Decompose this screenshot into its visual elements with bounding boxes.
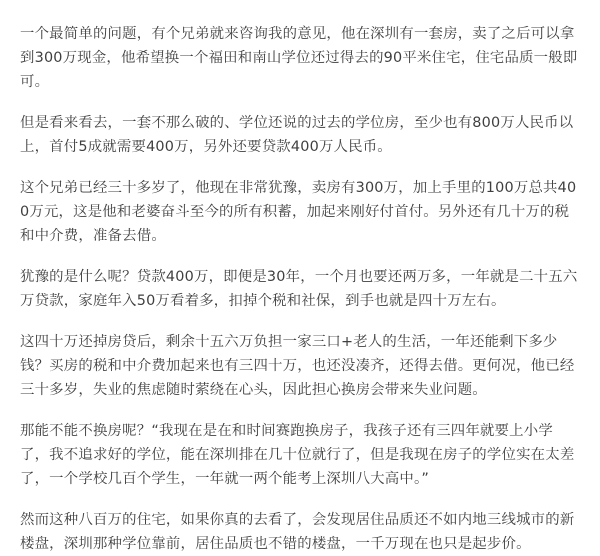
- paragraph-1: 一个最简单的问题，有个兄弟就来咨询我的意见，他在深圳有一套房，卖了之后可以拿到300万现金，他希望换一个福田和南山学位还过得去的90平米住宅，住宅品质一般即可。: [20, 26, 578, 90]
- paragraph-6: 那能不能不换房呢？“我现在是在和时间赛跑换房子，我孩子还有三四年就要上小学了，我不追求好的学位，能在深圳排在几十位就行了，但是我现在房子的学位实在太差了，一个学校几百个学生，一年就一两个能考上深圳八大高中。”: [20, 423, 575, 487]
- paragraph-7: 然而这种八百万的住宅，如果你真的去看了，会发现居住品质还不如内地三线城市的新楼盘，深圳那种学位靠前，居住品质也不错的楼盘，一千万现在也只是起步价。: [20, 512, 575, 552]
- paragraph-5: 这四十万还掉房贷后，剩余十五六万负担一家三口+老人的生活，一年还能剩下多少钱？买房的税和中介费加起来也有三四十万，也还没凑齐，还得去借。更何况，他已经三十多岁，失业的焦虑随时萦绕在心头，因此担心换房会带来失业问题。: [20, 334, 575, 398]
- paragraph-2: 但是看来看去，一套不那么破的、学位还说的过去的学位房，至少也有800万人民币以上，首付5成就需要400万，另外还要贷款400万人民币。: [20, 115, 574, 155]
- paragraph-4: 犹豫的是什么呢？贷款400万，即便是30年，一个月也要还两万多，一年就是二十五六万贷款，家庭年入50万看着多，扣掉个税和社保，到手也就是四十万左右。: [20, 269, 578, 309]
- paragraph-3: 这个兄弟已经三十多岁了，他现在非常犹豫，卖房有300万，加上手里的100万总共400万元，这是他和老婆奋斗至今的所有积蓄，加起来刚好付首付。另外还有几十万的税和中介费，准备去借。: [20, 180, 577, 244]
